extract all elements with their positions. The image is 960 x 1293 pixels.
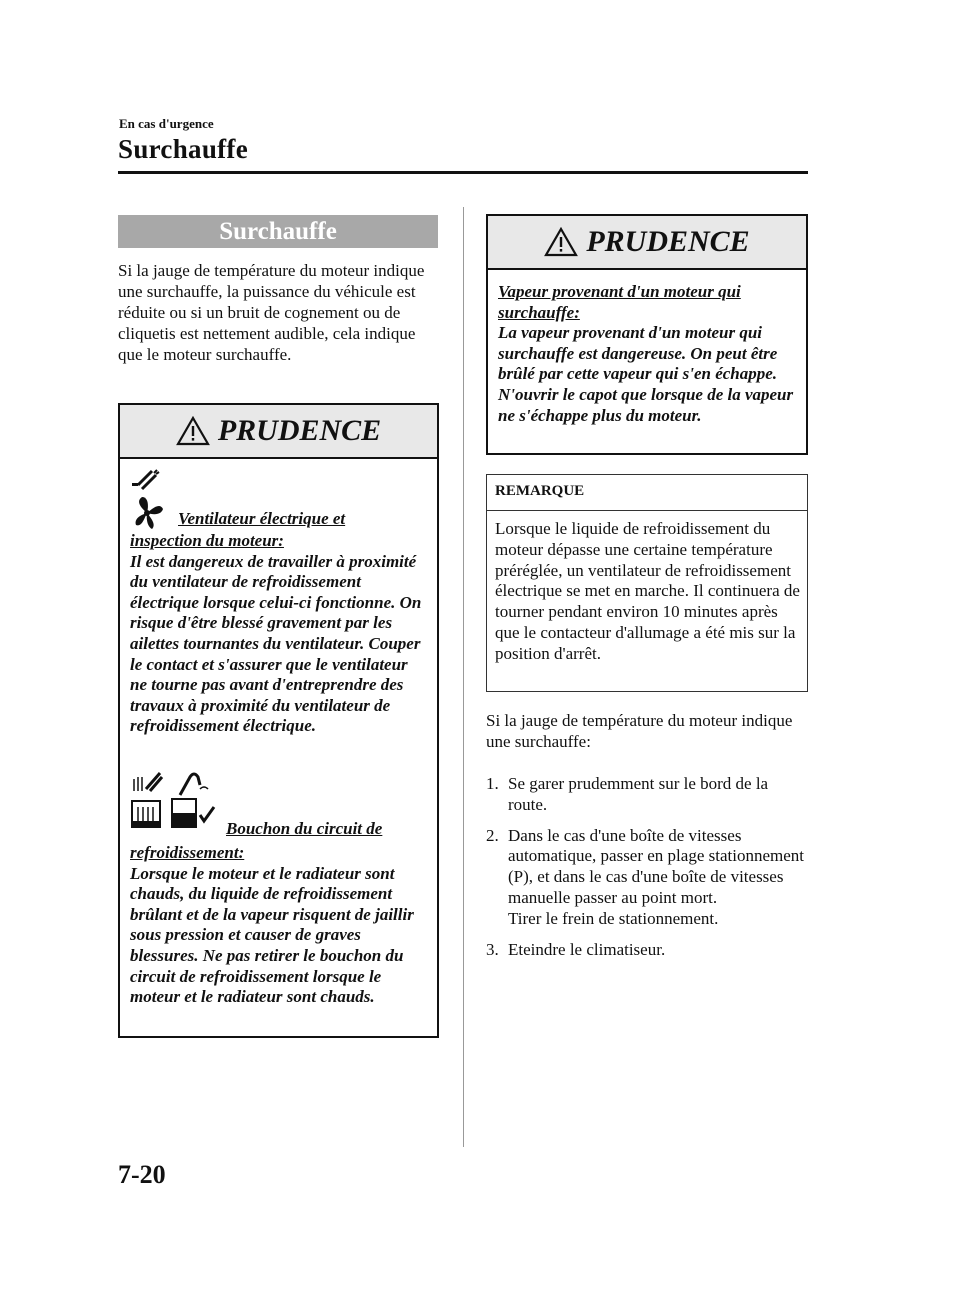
fan-icon: [130, 467, 172, 531]
list-item: [486, 774, 808, 816]
step-text: Dans le cas d'une boîte de vitesses automatique, passer en plage stationnement (P), et dans le cas d'une boîte de vitesses manuelle passer au point mort.: [508, 825, 804, 907]
step-text: Eteindre le climatiseur.: [508, 939, 666, 959]
cap-caution-text: Lorsque le moteur et le radiateur sont chauds, du liquide de refroidissement brûlant et de la vapeur risquent de jaillir sous pression et causer de graves blessures. Ne pas retirer le bouchon du circuit de refroidissement lorsque le moteur et le radiateur sont chauds.: [130, 863, 414, 1007]
steam-caution-text: La vapeur provenant d'un moteur qui surchauffe est dangereuse. On peut être brûlé par cette vapeur qui s'en échappe. N'ouvrir le capot que lorsque de la vapeur ne s'échappe plus du moteur.: [498, 323, 794, 425]
cap-caution-title-b: refroidissement:: [130, 842, 245, 862]
warning-triangle-icon: [544, 227, 578, 257]
caution-box-fan: [118, 403, 439, 1038]
radiator-cap-icon: [130, 769, 220, 839]
step-number: 1.: [486, 774, 499, 793]
caution-label: PRUDENCE: [586, 225, 750, 258]
warning-triangle-icon: [176, 416, 210, 446]
steps-list: [486, 774, 808, 970]
fan-caution-title-a: Ventilateur électrique et: [178, 509, 346, 528]
note-box: [486, 474, 808, 692]
step-number: 2.: [486, 825, 499, 845]
fan-pictogram-row: [130, 467, 427, 531]
caution-header: [120, 405, 437, 459]
fan-caution-title-b: inspection du moteur:: [130, 531, 284, 550]
caution-box-steam: [486, 214, 808, 455]
steam-caution-title: Vapeur provenant d'un moteur qui surchauffe:: [498, 282, 741, 322]
step-content: [508, 826, 808, 930]
step-number: 3.: [486, 939, 499, 959]
section-heading: Surchauffe: [118, 215, 438, 248]
cap-pictogram-row: [130, 755, 427, 843]
header-rule: [118, 171, 808, 174]
page-number: 7-20: [118, 1160, 166, 1189]
column-divider: [463, 207, 464, 1147]
caution-label: PRUDENCE: [217, 414, 382, 447]
step-text: Se garer prudemment sur le bord de la route.: [508, 774, 769, 814]
note-text: Lorsque le liquide de refroidissement du moteur dépasse une certaine température préréglée, un ventilateur de refroidissement électrique se met en marche. Il continuera de tourner pendant environ 10 minutes après que le contacteur d'allumage a été mis sur la position d'arrêt.: [495, 519, 800, 663]
step-text-secondary: Tirer le frein de stationnement.: [508, 908, 719, 928]
note-label: REMARQUE: [487, 475, 807, 511]
list-item: [486, 826, 808, 930]
section-label: En cas d'urgence: [119, 116, 214, 131]
caution-body: [488, 270, 806, 436]
steps-intro: Si la jauge de température du moteur indique une surchauffe:: [486, 711, 793, 751]
caution-header: [488, 216, 806, 270]
list-item: [486, 940, 808, 961]
cap-caution-title-a: Bouchon du circuit de: [226, 818, 383, 838]
page-title: Surchauffe: [118, 134, 249, 164]
intro-paragraph: Si la jauge de température du moteur indique une surchauffe, la puissance du véhicule est réduite ou si un bruit de cognement ou de cliquetis est nettement audible, cela indique que le moteur surchauffe.: [118, 261, 425, 364]
fan-caution-text: Il est dangereux de travailler à proximité du ventilateur de refroidissement électrique lorsque celui-ci fonctionne. On risque d'être blessé gravement par les ailettes tournantes du ventilateur. Couper le contact et s'assurer que le ventilateur ne tourne pas avant d'entreprendre des travaux à proximité du ventilateur de refroidissement électrique.: [130, 551, 422, 736]
caution-body: [120, 459, 437, 1018]
